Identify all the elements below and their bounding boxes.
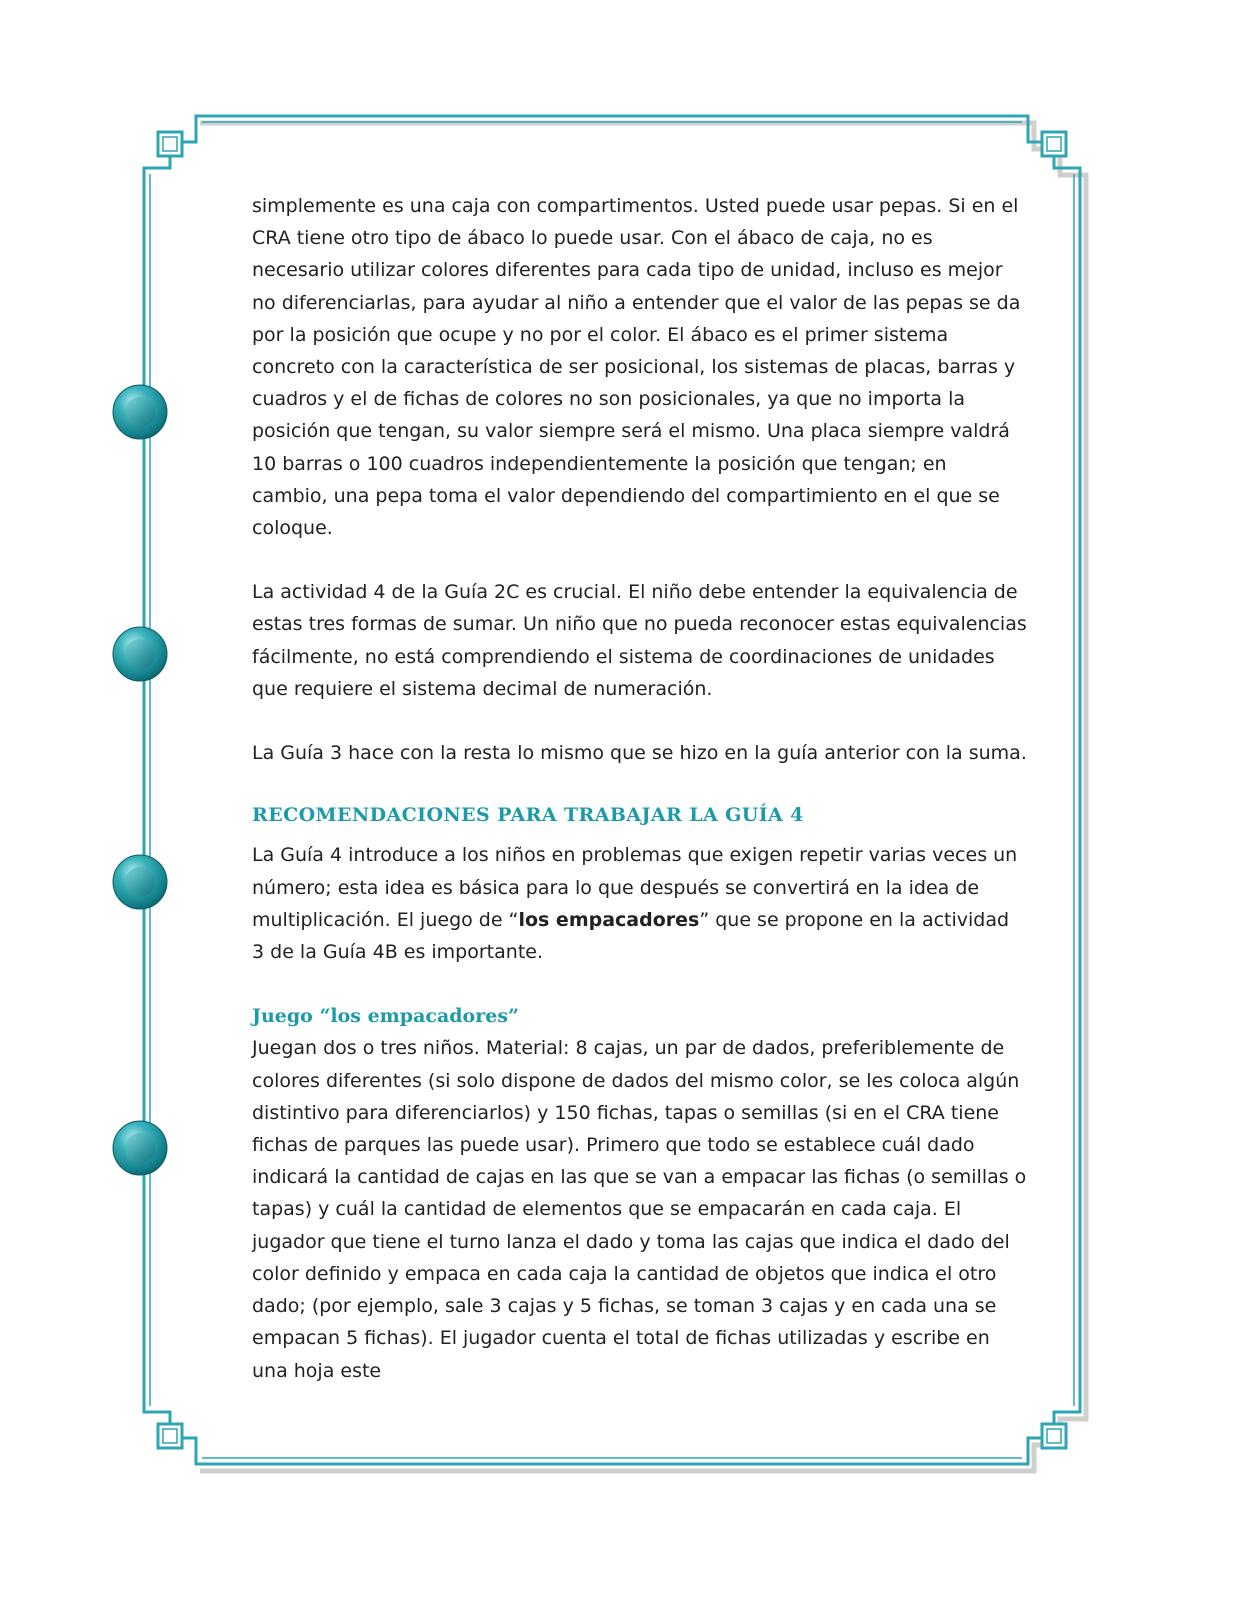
- empacadores-bold: los empacadores: [518, 908, 700, 931]
- paragraph-actividad-4: La actividad 4 de la Guía 2C es crucial. El niño debe entender la equivalencia de estas tres formas de sumar. Un niño que no pueda reconocer estas equivalencias fácilmente, no está comprendiendo el sistema de coordinaciones de unidades que requiere el sistema decimal de numeración.: [252, 581, 1027, 700]
- paragraph-guia-4: [252, 839, 1027, 968]
- bead-3: [113, 855, 167, 909]
- paragraph-guia-4-end: ” que se propone en la actividad 3 de la Guía 4B es importante.: [252, 908, 1010, 964]
- page-content: [252, 190, 1027, 1387]
- bead-1: [113, 385, 167, 439]
- paragraph-guia-3: La Guía 3 hace con la resta lo mismo que se hizo en la guía anterior con la suma.: [252, 742, 1027, 765]
- bead-4: [113, 1121, 167, 1175]
- section-heading: RECOMENDACIONES PARA TRABAJAR LA GUÍA 4: [252, 804, 804, 827]
- decorative-beads: [113, 385, 167, 1175]
- paragraph-guia-4-start: La Guía 4 introduce a los niños en problemas que exigen repetir varias veces un número; esta idea es básica para lo que después se convertirá en la idea de multiplicación. El juego de “: [252, 844, 1018, 931]
- bead-2: [113, 627, 167, 681]
- paragraph-abaco: simplemente es una caja con compartimentos. Usted puede usar pepas. Si en el CRA tiene otro tipo de ábaco lo puede usar. Con el ábaco de caja, no es necesario utilizar colores diferentes para cada tipo de unidad, incluso es mejor no diferenciarlas, para ayudar al niño a entender que el valor de las pepas se da por la posición que ocupe y no por el color. El ábaco es el primer sistema concreto con la característica de ser posicional, los sistemas de placas, barras y cuadros y el de fichas de colores no son posicionales, ya que no importa la posición que tengan, su valor siempre será el mismo. Una placa siempre valdrá 10 barras o 100 cuadros independientemente la posición que tengan; en cambio, una pepa toma el valor dependiendo del compartimiento en el que se coloque.: [252, 195, 1021, 540]
- subheading-juego: Juego “los empacadores”: [252, 1005, 519, 1028]
- paragraph-juego: Juegan dos o tres niños. Material: 8 cajas, un par de dados, preferiblemente de colores diferentes (si solo dispone de dados del mismo color, se les coloca algún distintivo para diferenciarlos) y 150 fichas, tapas o semillas (si en el CRA tiene fichas de parques las puede usar). Primero que todo se establece cuál dado indicará la cantidad de cajas en las que se van a empacar las fichas (o semillas o tapas) y cuál la cantidad de elementos que se empacarán en cada caja. El jugador que tiene el turno lanza el dado y toma las cajas que indica el dado del color definido y empaca en cada caja la cantidad de objetos que indica el otro dado; (por ejemplo, sale 3 cajas y 5 fichas, se toman 3 cajas y en cada una se empacan 5 fichas). El jugador cuenta el total de fichas utilizadas y escribe en una hoja este: [252, 1037, 1027, 1382]
